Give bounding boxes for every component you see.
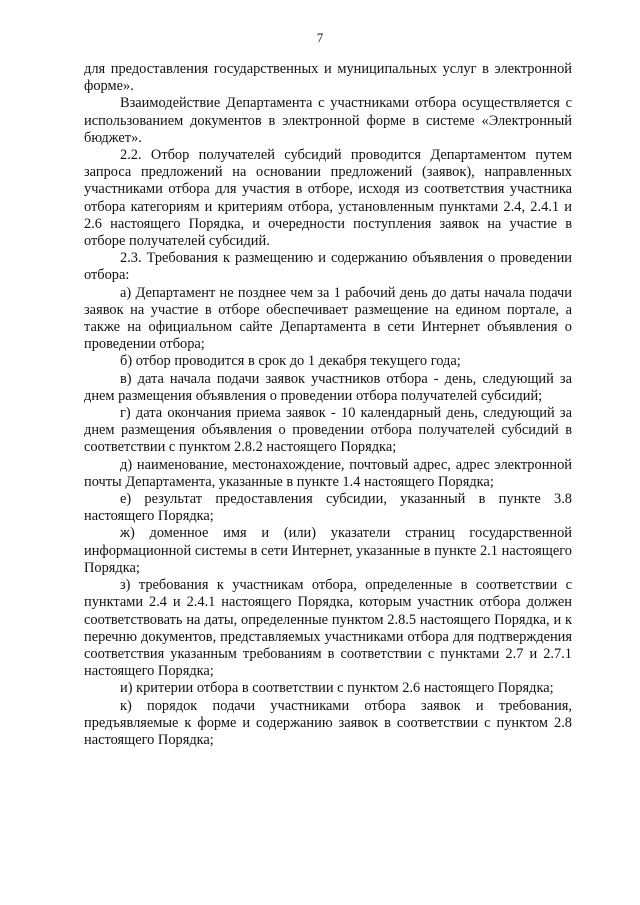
page-number: 7	[316, 30, 324, 45]
document-body	[84, 61, 572, 749]
paragraph: и) критерии отбора в соответствии с пунктом 2.6 настоящего Порядка;	[120, 680, 554, 697]
paragraph: 2.2. Отбор получателей субсидий проводится Департаментом путем запроса предложений на основании предложений (заявок), направленных участниками отбора для участия в отборе, исходя из соответствия участника отбора категориям и критериям отбора, установленным пунктами 2.4, 2.4.1 и 2.6 настоящего Порядка, и очередности поступления заявок на участие в отборе получателей субсидий.	[84, 147, 572, 250]
paragraph: Взаимодействие Департамента с участниками отбора осуществляется с использованием документов в электронной форме в системе «Электронный бюджет».	[84, 95, 572, 146]
paragraph: для предоставления государственных и муниципальных услуг в электронной форме».	[84, 61, 572, 95]
paragraph: а) Департамент не позднее чем за 1 рабочий день до даты начала подачи заявок на участие в отборе обеспечивает размещение на едином портале, а также на официальном сайте Департамента в сети Интернет объявления о проведении отбора;	[84, 284, 572, 353]
paragraph: е) результат предоставления субсидии, указанный в пункте 3.8 настоящего Порядка;	[84, 491, 572, 525]
paragraph: ж) доменное имя и (или) указатели страниц государственной информационной системы в сети Интернет, указанные в пункте 2.1 настоящего Порядка;	[84, 525, 572, 576]
paragraph: г) дата окончания приема заявок - 10 календарный день, следующий за днем размещения объявления о проведении отбора получателей субсидий в соответствии с пунктом 2.8.2 настоящего Порядка;	[84, 405, 572, 456]
paragraph: к) порядок подачи участниками отбора заявок и требования, предъявляемые к форме и содержанию заявок в соответствии с пунктом 2.8 настоящего Порядка;	[84, 697, 572, 748]
paragraph: в) дата начала подачи заявок участников отбора - день, следующий за днем размещения объявления о проведении отбора получателей субсидий;	[84, 370, 572, 404]
paragraph: 2.3. Требования к размещению и содержанию объявления о проведении отбора:	[84, 250, 572, 284]
paragraph: д) наименование, местонахождение, почтовый адрес, адрес электронной почты Департамента, указанные в пункте 1.4 настоящего Порядка;	[84, 456, 572, 490]
paragraph: з) требования к участникам отбора, определенные в соответствии с пунктами 2.4 и 2.4.1 настоящего Порядка, которым участник отбора должен соответствовать на даты, определенные пунктом 2.8.5 настоящего Порядка, и к перечню документов, представляемых участниками отбора для подтверждения соответствия указанным требованиям в соответствии с пунктами 2.7 и 2.7.1 настоящего Порядка;	[84, 577, 572, 680]
paragraph: б) отбор проводится в срок до 1 декабря текущего года;	[120, 353, 461, 370]
